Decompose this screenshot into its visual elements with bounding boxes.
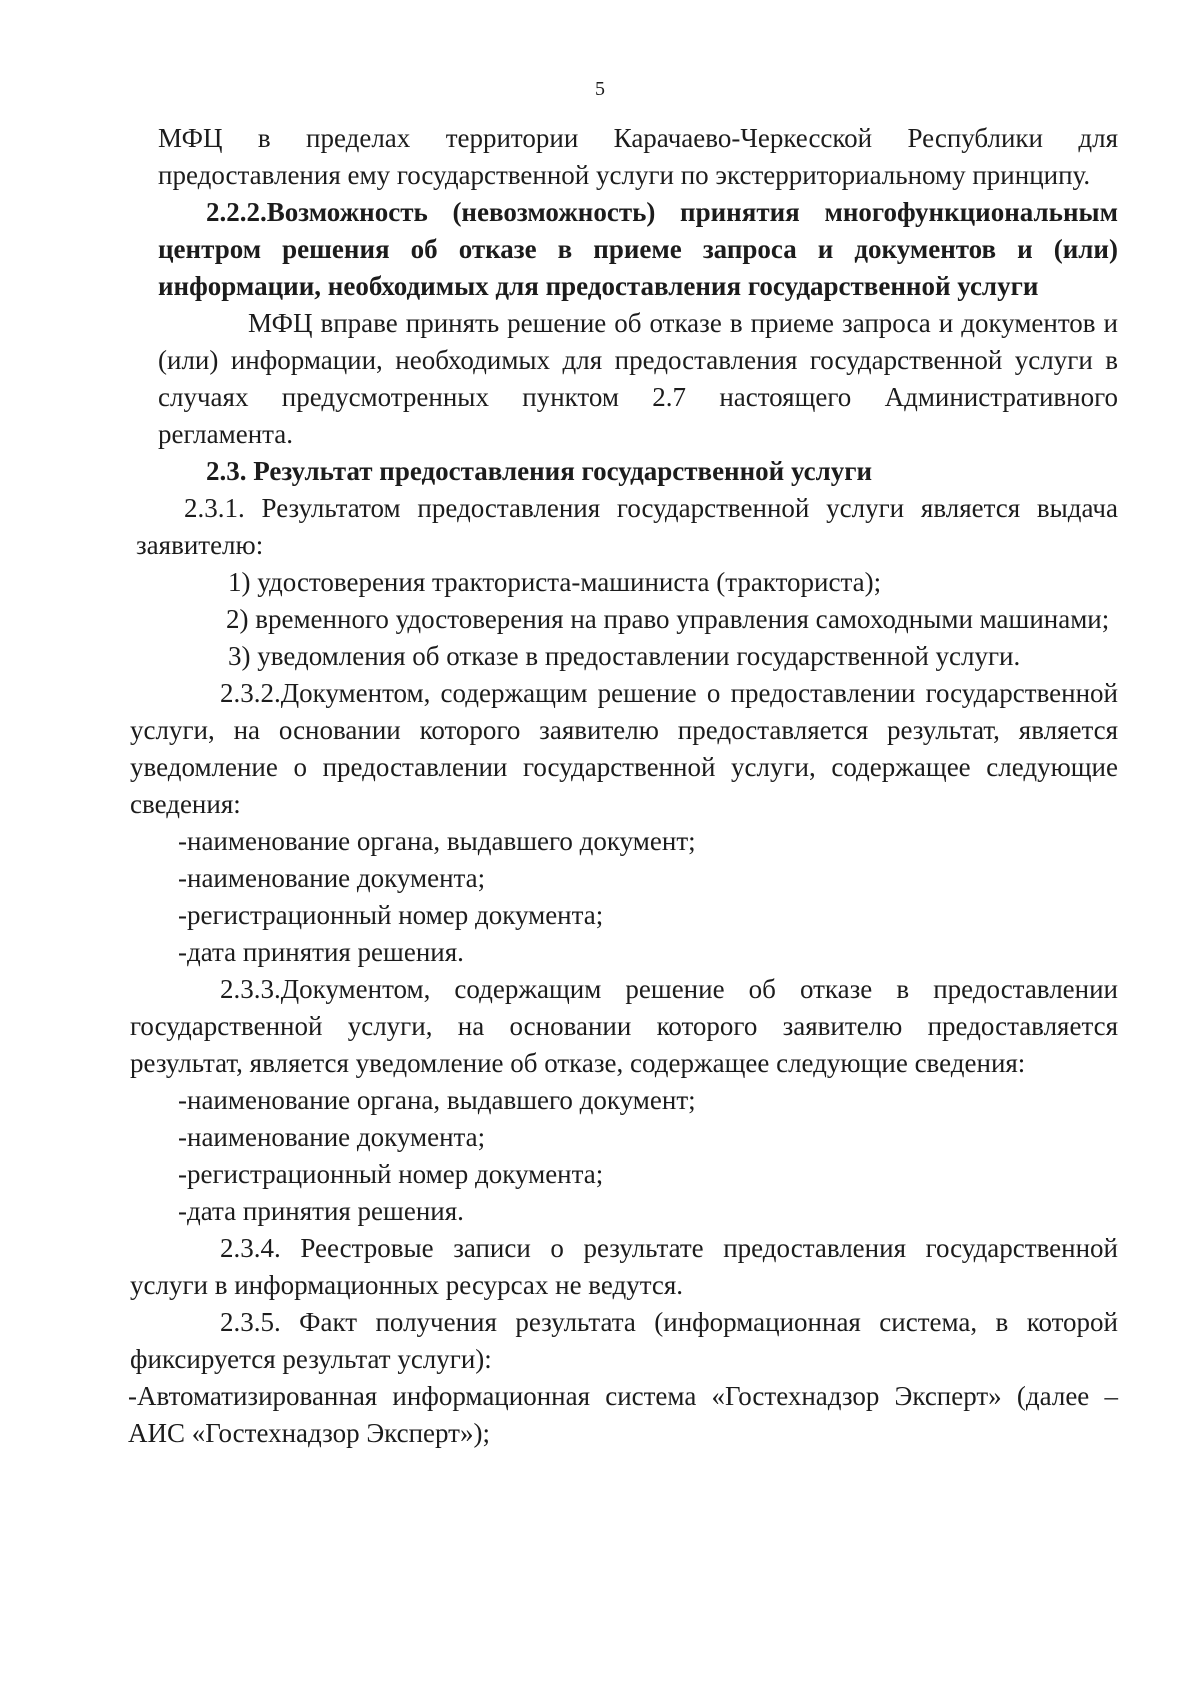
paragraph-2-3-2: 2.3.2.Документом, содержащим решение о предоставлении государственной услуги, на основании которого заявителю предоставляется результат, является уведомление о предоставлении государственной услуги, содержащее следующие сведения: bbox=[130, 678, 1118, 819]
result-item-3: 3) уведомления об отказе в предоставлении государственной услуги. bbox=[228, 641, 1021, 671]
paragraph-2-3-4: 2.3.4. Реестровые записи о результате предоставления государственной услуги в информационных ресурсах не ведутся. bbox=[130, 1233, 1118, 1300]
result-item-1: 1) удостоверения тракториста-машиниста (тракториста); bbox=[228, 567, 882, 597]
page-number: 5 bbox=[595, 78, 605, 100]
document-body bbox=[128, 120, 1118, 1452]
paragraph-ais: -Автоматизированная информационная система «Гостехнадзор Эксперт» (далее – АИС «Гостехнадзор Эксперт»); bbox=[128, 1381, 1118, 1448]
list-item: -наименование органа, выдавшего документ; bbox=[178, 1085, 696, 1115]
list-item: -дата принятия решения. bbox=[178, 1196, 464, 1226]
heading-2-3: 2.3. Результат предоставления государственной услуги bbox=[206, 456, 873, 486]
heading-2-2-2: 2.2.2.Возможность (невозможность) принятия многофункциональным центром решения об отказе в приеме запроса и документов и (или) информации, необходимых для предоставления государственной услуги bbox=[158, 197, 1118, 301]
list-item: -регистрационный номер документа; bbox=[178, 1159, 604, 1189]
paragraph-2-3-3: 2.3.3.Документом, содержащим решение об отказе в предоставлении государственной услуги, на основании которого заявителю предоставляется результат, является уведомление об отказе, содержащее следующие сведения: bbox=[130, 974, 1118, 1078]
list-item: -дата принятия решения. bbox=[178, 937, 464, 967]
result-item-2: 2) временного удостоверения на право управления самоходными машинами; bbox=[226, 604, 1110, 634]
list-item: -регистрационный номер документа; bbox=[178, 900, 604, 930]
paragraph-2-3-1: 2.3.1. Результатом предоставления государственной услуги является выдача заявителю: bbox=[136, 493, 1118, 560]
list-2-3-2 bbox=[130, 823, 1118, 971]
paragraph-2-3-5: 2.3.5. Факт получения результата (информационная система, в которой фиксируется результат услуги): bbox=[130, 1307, 1118, 1374]
list-2-3-3 bbox=[130, 1082, 1118, 1230]
list-item: -наименование документа; bbox=[178, 863, 486, 893]
paragraph-mfc-refusal: МФЦ вправе принять решение об отказе в приеме запроса и документов и (или) информации, необходимых для предоставления государственной услуги в случаях предусмотренных пунктом 2.7 настоящего Административного регламента. bbox=[158, 308, 1118, 449]
list-item: -наименование органа, выдавшего документ; bbox=[178, 826, 696, 856]
list-item: -наименование документа; bbox=[178, 1122, 486, 1152]
paragraph-mfc-territory: МФЦ в пределах территории Карачаево-Черкесской Республики для предоставления ему государственной услуги по экстерриториальному принципу. bbox=[158, 123, 1118, 190]
